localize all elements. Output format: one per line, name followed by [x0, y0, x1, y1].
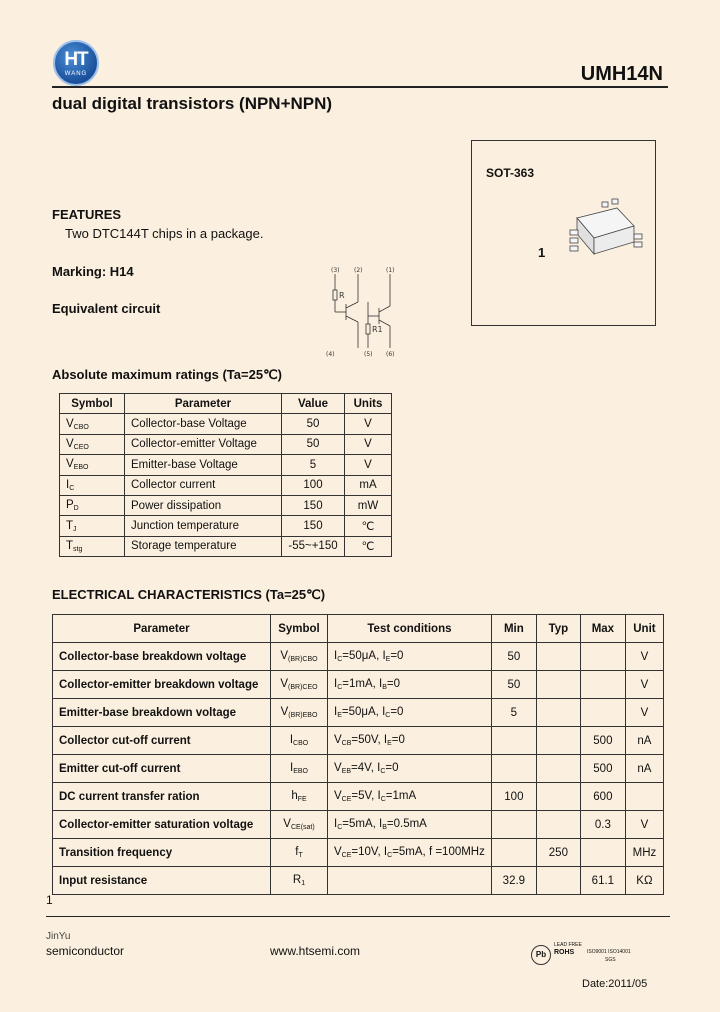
abs-cell-symbol: $V_{EBO}$ [60, 455, 125, 475]
abs-cell-unit: V [345, 455, 392, 475]
elec-cell-unit: MHz [625, 839, 663, 867]
elec-cell-typ [536, 643, 580, 671]
abs-cell-parameter: Emitter-base Voltage [125, 455, 282, 475]
abs-header-symbol: Symbol [60, 394, 125, 414]
abs-cell-unit: V [345, 434, 392, 454]
elec-cell-typ [536, 783, 580, 811]
elec-cell-min [491, 839, 536, 867]
abs-cell-parameter: Collector current [125, 475, 282, 495]
elec-cell-conditions: $V_{CB}=50V$, $I_E=0$ [328, 727, 492, 755]
elec-cell-max: 0.3 [580, 811, 625, 839]
company-name-line1: JinYu [46, 931, 71, 942]
resistor-label-r: R [339, 291, 345, 300]
abs-cell-unit: ℃ [345, 536, 392, 556]
elec-cell-parameter: Collector-emitter breakdown voltage [53, 671, 271, 699]
abs-cell-parameter: Collector-base Voltage [125, 414, 282, 434]
elec-cell-typ [536, 867, 580, 895]
abs-ratings-table [59, 393, 392, 557]
pin-one-label: 1 [538, 245, 546, 260]
equivalent-circuit-diagram [324, 264, 400, 358]
package-box [471, 140, 656, 326]
elec-cell-parameter: Transition frequency [53, 839, 271, 867]
abs-cell-unit: mW [345, 495, 392, 515]
elec-cell-conditions: $V_{CE}=10V$, $I_C=5mA$, f =100MHz [328, 839, 492, 867]
elec-cell-min: 5 [491, 699, 536, 727]
header-divider [52, 86, 668, 88]
abs-row [60, 455, 392, 475]
elec-cell-unit: KΩ [625, 867, 663, 895]
elec-cell-conditions: $I_C=50\mu A$, $I_E=0$ [328, 643, 492, 671]
elec-cell-min [491, 727, 536, 755]
abs-cell-value: 150 [282, 516, 345, 536]
elec-cell-min [491, 755, 536, 783]
elec-cell-symbol: $V_{CE(sat)}$ [271, 811, 328, 839]
elec-cell-symbol: $I_{EBO}$ [271, 755, 328, 783]
elec-cell-typ [536, 671, 580, 699]
cert-rohs: ROHS [554, 949, 575, 956]
elec-cell-symbol: $V_{(BR)CEO}$ [271, 671, 328, 699]
elec-cell-parameter: Emitter cut-off current [53, 755, 271, 783]
elec-cell-max: 500 [580, 755, 625, 783]
abs-cell-unit: V [345, 414, 392, 434]
elec-cell-parameter: Emitter-base breakdown voltage [53, 699, 271, 727]
elec-cell-symbol: $R_1$ [271, 867, 328, 895]
abs-cell-symbol: $V_{CEO}$ [60, 434, 125, 454]
sot363-package-drawing [552, 196, 647, 276]
abs-cell-value: 150 [282, 495, 345, 515]
elec-cell-max [580, 671, 625, 699]
circuit-pin-bottom-3: (6) [386, 351, 395, 358]
elec-cell-symbol: $I_{CBO}$ [271, 727, 328, 755]
elec-cell-typ [536, 811, 580, 839]
abs-cell-value: 50 [282, 414, 345, 434]
abs-cell-parameter: Collector-emitter Voltage [125, 434, 282, 454]
elec-cell-conditions: $I_C=1mA$, $I_B=0$ [328, 671, 492, 699]
elec-cell-unit: nA [625, 755, 663, 783]
website-link[interactable]: www.htsemi.com [270, 944, 361, 958]
circuit-pin-top-2: (2) [354, 267, 363, 274]
elec-cell-symbol: $V_{(BR)EBO}$ [271, 699, 328, 727]
abs-cell-parameter: Power dissipation [125, 495, 282, 515]
elec-cell-symbol: $V_{(BR)CBO}$ [271, 643, 328, 671]
circuit-pin-bottom-2: (5) [364, 351, 373, 358]
footer-divider [46, 916, 670, 917]
abs-cell-parameter: Junction temperature [125, 516, 282, 536]
elec-cell-parameter: Collector cut-off current [53, 727, 271, 755]
abs-cell-symbol: $V_{CBO}$ [60, 414, 125, 434]
cert-sgs: SGS [605, 957, 616, 963]
marking-label: Marking: H14 [52, 264, 134, 279]
abs-cell-unit: mA [345, 475, 392, 495]
elec-row [53, 727, 664, 755]
elec-header-symbol: Symbol [271, 615, 328, 643]
circuit-pin-bottom-1: (4) [326, 351, 335, 358]
resistor-label-r1: R1 [372, 325, 383, 334]
elec-cell-conditions: $V_{EB}=4V$, $I_C=0$ [328, 755, 492, 783]
elec-cell-conditions: $I_C=5mA$, $I_B=0.5mA$ [328, 811, 492, 839]
abs-cell-value: 100 [282, 475, 345, 495]
elec-cell-min: 32.9 [491, 867, 536, 895]
elec-cell-max [580, 699, 625, 727]
document-date: Date:2011/05 [582, 978, 648, 990]
abs-cell-symbol: $P_D$ [60, 495, 125, 515]
elec-row [53, 643, 664, 671]
elec-row [53, 699, 664, 727]
abs-cell-value: 5 [282, 455, 345, 475]
abs-row [60, 536, 392, 556]
cert-iso: ISO9001 ISO14001 [587, 949, 631, 955]
abs-cell-value: 50 [282, 434, 345, 454]
abs-ratings-heading: Absolute maximum ratings (Ta=25℃) [52, 367, 282, 382]
package-label: SOT-363 [486, 166, 535, 180]
abs-header-parameter: Parameter [125, 394, 282, 414]
abs-cell-unit: ℃ [345, 516, 392, 536]
elec-header-unit: Unit [625, 615, 663, 643]
features-heading: FEATURES [52, 207, 122, 222]
elec-cell-unit: V [625, 671, 663, 699]
circuit-pin-top-1: (3) [331, 267, 340, 274]
elec-cell-unit: nA [625, 727, 663, 755]
elec-cell-min: 50 [491, 671, 536, 699]
elec-cell-symbol: $f_T$ [271, 839, 328, 867]
elec-cell-min [491, 811, 536, 839]
logo-subtext: WANG [64, 71, 88, 77]
elec-cell-parameter: DC current transfer ration [53, 783, 271, 811]
elec-cell-conditions: $I_E=50\mu A$, $I_C=0$ [328, 699, 492, 727]
elec-row [53, 867, 664, 895]
elec-cell-unit: V [625, 699, 663, 727]
company-name-line2: semiconductor [46, 944, 125, 958]
elec-cell-typ: 250 [536, 839, 580, 867]
elec-cell-unit [625, 783, 663, 811]
abs-cell-symbol: $T_{stg}$ [60, 536, 125, 556]
elec-header-conditions: Test conditions [328, 615, 492, 643]
company-logo [53, 40, 99, 86]
elec-row [53, 671, 664, 699]
elec-cell-typ [536, 699, 580, 727]
elec-cell-parameter: Input resistance [53, 867, 271, 895]
elec-row [53, 755, 664, 783]
elec-cell-parameter: Collector-base breakdown voltage [53, 643, 271, 671]
abs-row [60, 516, 392, 536]
elec-cell-max: 61.1 [580, 867, 625, 895]
abs-row [60, 475, 392, 495]
elec-header-parameter: Parameter [53, 615, 271, 643]
abs-header-value: Value [282, 394, 345, 414]
page-number: 1 [46, 893, 53, 907]
abs-row [60, 495, 392, 515]
elec-row [53, 839, 664, 867]
elec-cell-min: 50 [491, 643, 536, 671]
elec-cell-max [580, 839, 625, 867]
logo-text: HT [64, 49, 88, 70]
elec-cell-conditions [328, 867, 492, 895]
elec-cell-max: 500 [580, 727, 625, 755]
elec-row [53, 783, 664, 811]
cert-lead-free: LEAD FREE [554, 942, 582, 948]
abs-cell-value: -55~+150 [282, 536, 345, 556]
abs-row [60, 434, 392, 454]
abs-cell-parameter: Storage temperature [125, 536, 282, 556]
elec-cell-min: 100 [491, 783, 536, 811]
elec-cell-symbol: $h_{FE}$ [271, 783, 328, 811]
model-number: UMH14N [580, 63, 663, 85]
elec-cell-typ [536, 755, 580, 783]
elec-cell-conditions: $V_{CE}=5V$, $I_C=1mA$ [328, 783, 492, 811]
abs-cell-symbol: $T_J$ [60, 516, 125, 536]
elec-header-min: Min [491, 615, 536, 643]
circuit-pin-top-3: (1) [386, 267, 395, 274]
pb-free-icon: Pb [531, 945, 551, 965]
elec-cell-max: 600 [580, 783, 625, 811]
equivalent-circuit-heading: Equivalent circuit [52, 301, 161, 316]
elec-cell-parameter: Collector-emitter saturation voltage [53, 811, 271, 839]
elec-heading: ELECTRICAL CHARACTERISTICS (Ta=25℃) [52, 587, 326, 602]
features-text: Two DTC144T chips in a package. [65, 226, 264, 241]
abs-cell-symbol: $I_C$ [60, 475, 125, 495]
abs-header-units: Units [345, 394, 392, 414]
elec-table [52, 614, 664, 895]
abs-row [60, 414, 392, 434]
elec-row [53, 811, 664, 839]
page-subtitle: dual digital transistors (NPN+NPN) [52, 94, 333, 113]
elec-cell-max [580, 643, 625, 671]
elec-cell-unit: V [625, 643, 663, 671]
elec-header-typ: Typ [536, 615, 580, 643]
elec-cell-typ [536, 727, 580, 755]
elec-cell-unit: V [625, 811, 663, 839]
elec-header-max: Max [580, 615, 625, 643]
